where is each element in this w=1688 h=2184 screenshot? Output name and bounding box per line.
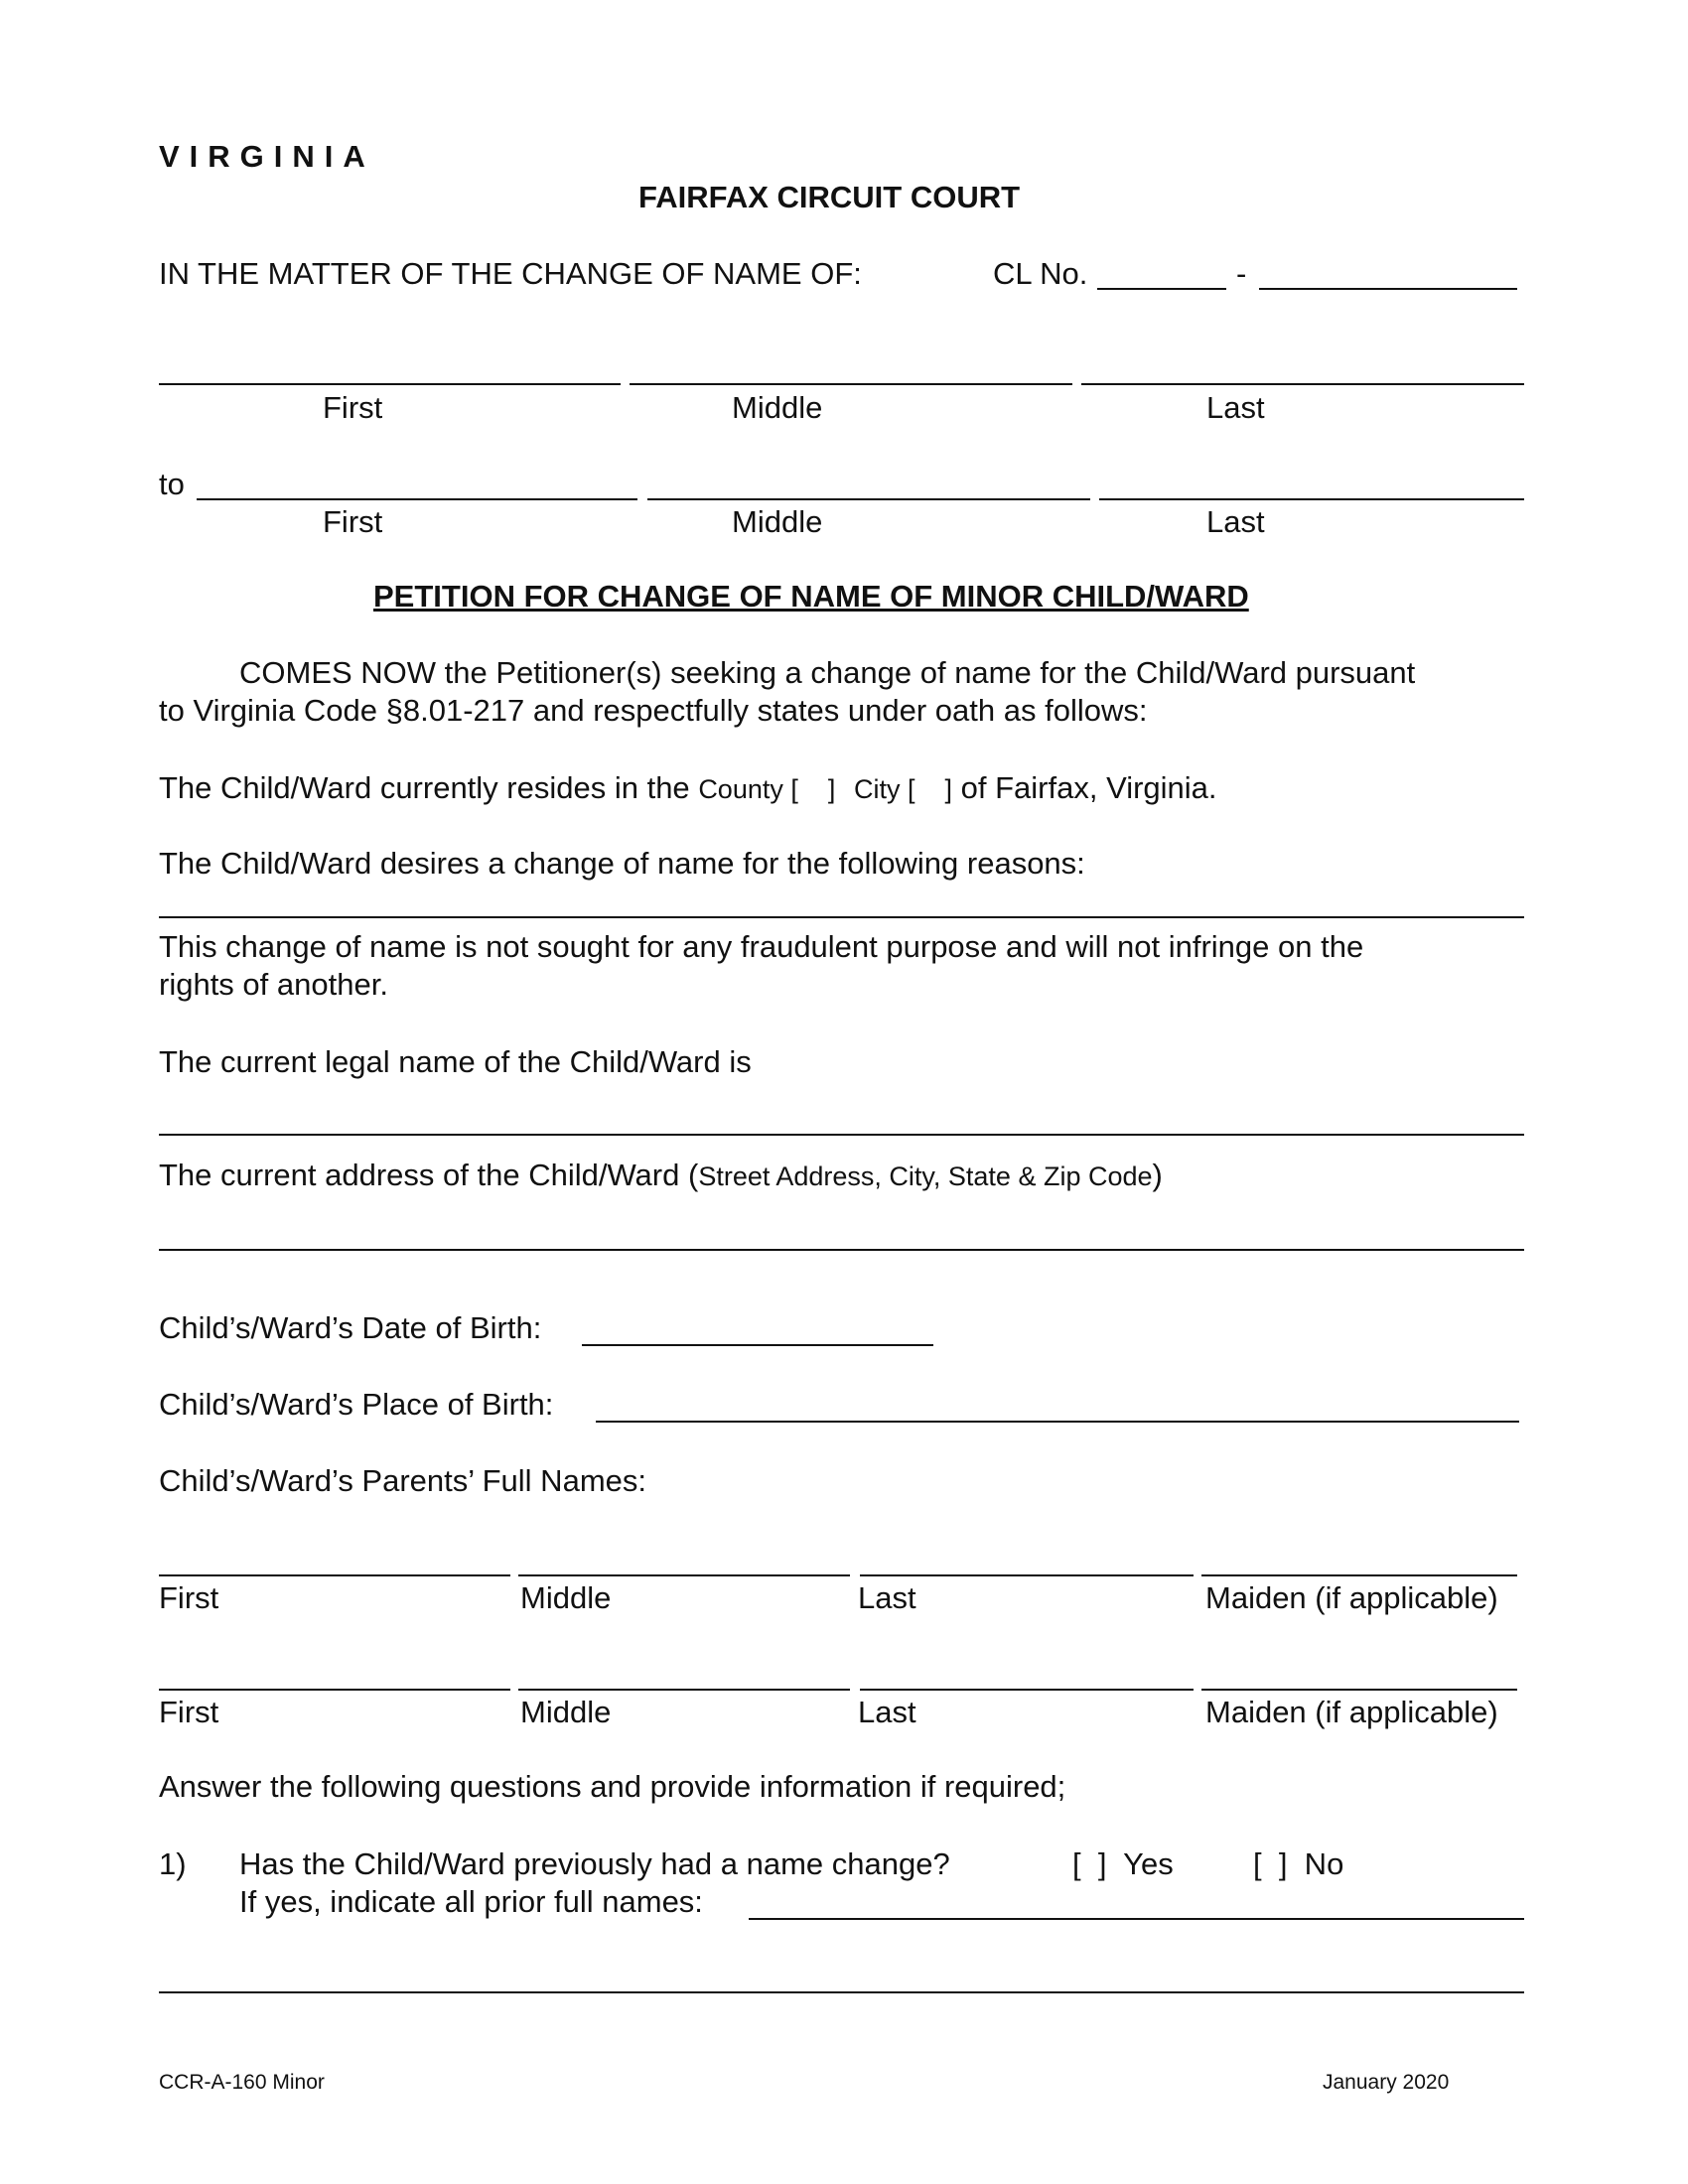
legal-name-label: The current legal name of the Child/Ward is [159,1044,752,1079]
current-last-name-field[interactable] [1081,383,1524,385]
dob-label: Child’s/Ward’s Date of Birth: [159,1310,542,1345]
current-last-caption: Last [1206,390,1265,425]
county-checkbox[interactable]: County [ ] [698,774,836,804]
residence-line [159,770,1217,806]
court-heading: FAIRFAX CIRCUIT COURT [638,180,1021,214]
case-no-separator: - [1236,256,1247,291]
current-first-caption: First [323,390,383,425]
parent2-maiden-field[interactable] [1201,1689,1517,1691]
address-close: ) [1152,1158,1163,1192]
new-last-caption: Last [1206,504,1265,539]
matter-label: IN THE MATTER OF THE CHANGE OF NAME OF: [159,256,862,291]
q1-followup-label: If yes, indicate all prior full names: [239,1884,703,1919]
parent1-last-field[interactable] [860,1574,1194,1576]
parent1-middle-caption: Middle [520,1580,612,1615]
pob-field[interactable] [596,1421,1519,1423]
city-checkbox[interactable]: City [ ] [854,774,953,804]
address-field[interactable] [159,1249,1524,1251]
pob-label: Child’s/Ward’s Place of Birth: [159,1387,554,1422]
intro-line-1: COMES NOW the Petitioner(s) seeking a change of name for the Child/Ward pursuant [239,655,1416,690]
parent1-maiden-caption: Maiden (if applicable) [1205,1580,1498,1615]
new-middle-caption: Middle [732,504,823,539]
q1-prior-names-field-2[interactable] [159,1991,1524,1993]
new-first-caption: First [323,504,383,539]
parent2-first-caption: First [159,1695,219,1729]
address-label-text: The current address of the Child/Ward ( [159,1158,699,1192]
residence-suffix: of Fairfax, Virginia. [960,770,1217,805]
parent1-last-caption: Last [858,1580,916,1615]
parent1-maiden-field[interactable] [1201,1574,1517,1576]
case-no-field-1[interactable] [1097,288,1226,290]
current-first-name-field[interactable] [159,383,621,385]
parent2-last-field[interactable] [860,1689,1194,1691]
parent2-middle-caption: Middle [520,1695,612,1729]
form-date: January 2020 [1323,2071,1450,2094]
petition-title: PETITION FOR CHANGE OF NAME OF MINOR CHILD/WARD [373,579,1249,614]
parents-label: Child’s/Ward’s Parents’ Full Names: [159,1463,646,1498]
questions-intro: Answer the following questions and provide information if required; [159,1769,1066,1804]
address-hint: Street Address, City, State & Zip Code [698,1161,1153,1191]
state-heading: VIRGINIA [159,139,375,174]
intro-line-2: to Virginia Code §8.01-217 and respectfully states under oath as follows: [159,693,1148,728]
reasons-label: The Child/Ward desires a change of name for the following reasons: [159,846,1085,881]
case-no-label: CL No. [993,256,1088,291]
fraud-line-1: This change of name is not sought for any fraudulent purpose and will not infringe on the [159,929,1364,964]
dob-field[interactable] [582,1344,933,1346]
form-id: CCR-A-160 Minor [159,2071,325,2094]
residence-prefix: The Child/Ward currently resides in the [159,770,690,805]
new-last-name-field[interactable] [1099,498,1524,500]
case-no-field-2[interactable] [1259,288,1517,290]
parent1-first-caption: First [159,1580,219,1615]
parent1-first-field[interactable] [159,1574,510,1576]
reasons-field[interactable] [159,916,1524,918]
parent2-last-caption: Last [858,1695,916,1729]
to-label: to [159,467,185,501]
q1-prior-names-field[interactable] [749,1918,1524,1920]
parent2-maiden-caption: Maiden (if applicable) [1205,1695,1498,1729]
current-middle-name-field[interactable] [630,383,1072,385]
parent2-first-field[interactable] [159,1689,510,1691]
new-first-name-field[interactable] [197,498,637,500]
parent2-middle-field[interactable] [518,1689,850,1691]
legal-name-field[interactable] [159,1134,1524,1136]
q1-number: 1) [159,1846,187,1881]
q1-text: Has the Child/Ward previously had a name change? [239,1846,950,1881]
new-middle-name-field[interactable] [647,498,1090,500]
current-middle-caption: Middle [732,390,823,425]
q1-yes-checkbox[interactable]: [ ] Yes [1072,1846,1174,1881]
fraud-line-2: rights of another. [159,967,388,1002]
q1-no-checkbox[interactable]: [ ] No [1253,1846,1344,1881]
parent1-middle-field[interactable] [518,1574,850,1576]
address-label [159,1158,1163,1193]
